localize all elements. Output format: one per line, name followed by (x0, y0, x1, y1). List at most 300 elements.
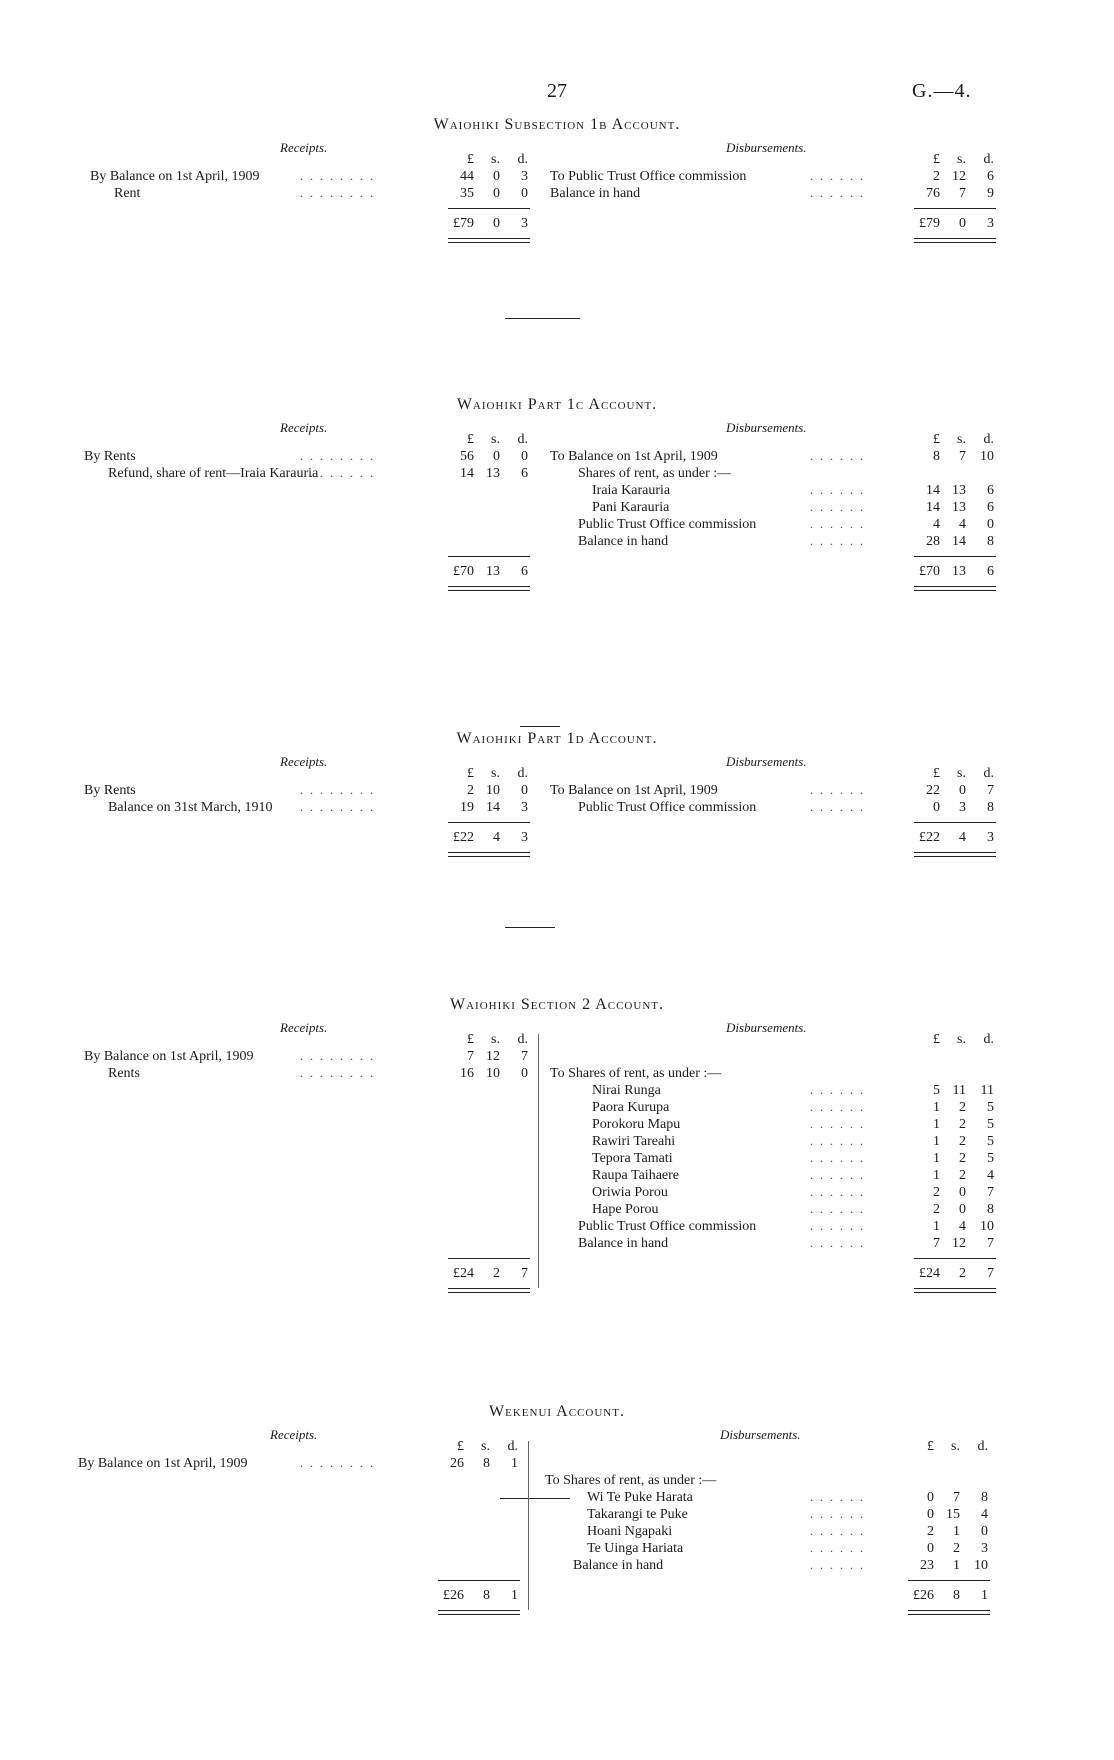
amount-shillings: 2 (953, 1541, 960, 1556)
amount-shillings: 7 (953, 1490, 960, 1505)
amount-shillings: 11 (952, 1083, 966, 1098)
receipt-label: By Balance on 1st April, 1909 (84, 1049, 254, 1064)
disbursement-amount (916, 516, 1000, 533)
amount-pence: 10 (974, 1558, 988, 1573)
receipts-total (440, 1588, 524, 1604)
amount-pounds: 23 (920, 1558, 934, 1573)
disbursement-amount (910, 1523, 994, 1540)
disbursement-amount (916, 1235, 1000, 1252)
leader-dots: . . . . . . . . (300, 800, 375, 814)
account-title: Wekenui Account. (489, 1403, 625, 1420)
amount-pence: 0 (521, 186, 528, 201)
section-separator (505, 318, 580, 319)
amount-pounds: 14 (460, 466, 474, 481)
amount-pounds: 26 (450, 1456, 464, 1471)
amount-pounds: 1 (933, 1168, 940, 1183)
leader-dots: . . . . . . (810, 483, 865, 497)
amount-shillings: 0 (493, 449, 500, 464)
amount-pounds: 0 (927, 1507, 934, 1522)
amount-pounds: 2 (467, 783, 474, 798)
disbursements-column-heading (916, 432, 1000, 448)
amount-pence: 0 (987, 517, 994, 532)
disbursement-label: Balance in hand (578, 534, 669, 549)
disbursement-label: Porokoru Mapu (592, 1117, 681, 1132)
disbursement-label: To Public Trust Office commission (550, 169, 747, 184)
receipt-label: Balance on 31st March, 1910 (108, 800, 273, 815)
amount-pounds: £79 (919, 216, 940, 231)
shilling-heading: s. (481, 1439, 490, 1454)
amount-shillings: 4 (959, 517, 966, 532)
amount-pence: 10 (980, 449, 994, 464)
disbursement-amount (916, 1218, 1000, 1235)
disbursements-total-rule (914, 1288, 996, 1293)
account-title: Waiohiki Subsection 1b Account. (433, 116, 681, 133)
amount-pounds: 0 (927, 1490, 934, 1505)
disbursement-amount (916, 1184, 1000, 1201)
disbursement-row (0, 516, 1114, 533)
column-divider (528, 1441, 529, 1610)
account-title: Waiohiki Section 2 Account. (450, 996, 664, 1013)
amount-pence: 8 (987, 800, 994, 815)
pence-heading: d. (517, 766, 528, 781)
pence-heading: d. (517, 432, 528, 447)
receipts-sum-rule (448, 1258, 530, 1259)
disbursement-label: To Balance on 1st April, 1909 (550, 449, 718, 464)
leader-dots: . . . . . . (810, 449, 865, 463)
disbursement-label: Te Uinga Hariata (587, 1541, 684, 1556)
amount-pounds: 35 (460, 186, 474, 201)
receipts-total (450, 830, 534, 846)
disbursement-label: Rawiri Tareahi (592, 1134, 676, 1149)
leader-dots: . . . . . . . . (300, 169, 375, 183)
disbursement-row (0, 1082, 1114, 1099)
disbursement-row (0, 1235, 1114, 1252)
amount-pounds: 7 (467, 1049, 474, 1064)
amount-pence: 9 (987, 186, 994, 201)
disbursements-heading: Disbursements. (726, 1020, 807, 1035)
leader-dots: . . . . . . (810, 1541, 865, 1555)
leader-dots: . . . . . . . . (300, 1066, 375, 1080)
receipt-label: By Balance on 1st April, 1909 (90, 169, 260, 184)
amount-pounds: £24 (919, 1266, 940, 1281)
amount-shillings: 0 (959, 1185, 966, 1200)
amount-pence: 0 (981, 1524, 988, 1539)
disbursement-amount (916, 1133, 1000, 1150)
leader-dots: . . . . . . (810, 500, 865, 514)
pound-heading: £ (927, 1439, 934, 1454)
pence-heading: d. (983, 432, 994, 447)
amount-pence: 1 (511, 1456, 518, 1471)
disbursement-row (0, 1201, 1114, 1218)
pence-heading: d. (517, 152, 528, 167)
leader-dots: . . . . . . (810, 1507, 865, 1521)
receipts-total-rule (448, 852, 530, 857)
pound-heading: £ (457, 1439, 464, 1454)
amount-shillings: 4 (959, 830, 966, 845)
account-title: Waiohiki Part 1d Account. (456, 730, 658, 747)
amount-shillings: 2 (959, 1100, 966, 1115)
disbursements-total (916, 216, 1000, 232)
disbursements-total (910, 1588, 994, 1604)
shilling-heading: s. (491, 152, 500, 167)
disbursement-row (0, 1065, 1114, 1082)
receipts-sum-rule (448, 556, 530, 557)
amount-shillings: 15 (946, 1507, 960, 1522)
leader-dots: . . . . . . (810, 1524, 865, 1538)
disbursement-row (0, 499, 1114, 516)
receipts-column-heading (450, 766, 534, 782)
disbursement-row (0, 448, 1114, 465)
amount-pence: 5 (987, 1100, 994, 1115)
disbursement-amount (910, 1506, 994, 1523)
receipts-total-rule (438, 1610, 520, 1615)
amount-pounds: 4 (933, 517, 940, 532)
amount-pounds: 1 (933, 1219, 940, 1234)
amount-pence: 7 (987, 1185, 994, 1200)
amount-pence: 3 (987, 216, 994, 231)
disbursement-amount (910, 1489, 994, 1506)
amount-shillings: 13 (952, 483, 966, 498)
amount-pounds: 2 (933, 1202, 940, 1217)
account-title: Waiohiki Part 1c Account. (456, 396, 658, 413)
amount-pence: 6 (987, 483, 994, 498)
amount-shillings: 2 (959, 1117, 966, 1132)
disbursement-label: Pani Karauria (592, 500, 670, 515)
pound-heading: £ (467, 152, 474, 167)
shilling-heading: s. (957, 152, 966, 167)
disbursement-row (0, 1116, 1114, 1133)
amount-pounds: 1 (933, 1134, 940, 1149)
amount-pence: 6 (521, 466, 528, 481)
amount-pence: 7 (987, 1236, 994, 1251)
amount-pounds: 28 (926, 534, 940, 549)
disbursements-heading: Disbursements. (720, 1427, 801, 1442)
disbursement-label: Oriwia Porou (592, 1185, 668, 1200)
disbursement-amount (916, 1116, 1000, 1133)
amount-shillings: 8 (953, 1588, 960, 1603)
disbursement-label: Nirai Runga (592, 1083, 661, 1098)
amount-pounds: 76 (926, 186, 940, 201)
receipts-heading: Receipts. (280, 140, 328, 155)
leader-dots: . . . . . . . . (300, 783, 375, 797)
amount-pence: 3 (521, 169, 528, 184)
disbursement-amount (910, 1472, 994, 1489)
disbursement-label: Iraia Karauria (592, 483, 671, 498)
amount-pence: 7 (987, 1266, 994, 1281)
disbursement-row (0, 1218, 1114, 1235)
disbursement-amount (916, 499, 1000, 516)
disbursement-row (0, 1506, 1114, 1523)
pence-heading: d. (983, 152, 994, 167)
shilling-heading: s. (951, 1439, 960, 1454)
amount-shillings: 14 (952, 534, 966, 549)
amount-pounds: 2 (927, 1524, 934, 1539)
pence-heading: d. (983, 1032, 994, 1047)
pound-heading: £ (933, 152, 940, 167)
receipts-heading: Receipts. (270, 1427, 318, 1442)
receipt-label: Rent (114, 186, 141, 201)
disbursement-amount (910, 1557, 994, 1574)
leader-dots: . . . . . . (810, 1168, 865, 1182)
amount-pounds: 0 (933, 800, 940, 815)
disbursement-row (0, 1150, 1114, 1167)
amount-shillings: 7 (959, 449, 966, 464)
disbursement-amount (916, 448, 1000, 465)
disbursement-row (0, 1489, 1114, 1506)
amount-pence: 3 (981, 1541, 988, 1556)
amount-pence: 5 (987, 1134, 994, 1149)
amount-pounds: 5 (933, 1083, 940, 1098)
disbursements-total-rule (914, 238, 996, 243)
disbursement-label: To Shares of rent, as under :— (550, 1066, 722, 1081)
disbursements-column-heading (910, 1439, 994, 1455)
receipts-total (450, 216, 534, 232)
amount-shillings: 1 (953, 1558, 960, 1573)
amount-pounds: 2 (933, 169, 940, 184)
amount-pounds: £26 (443, 1588, 464, 1603)
receipts-column-heading (440, 1439, 524, 1455)
leader-dots: . . . . . . . . (300, 1456, 375, 1470)
leader-dots: . . . . . . (810, 1100, 865, 1114)
receipts-total-rule (448, 586, 530, 591)
amount-pence: 8 (981, 1490, 988, 1505)
disbursement-label: Balance in hand (573, 1558, 664, 1573)
pence-heading: d. (977, 1439, 988, 1454)
amount-pounds: £24 (453, 1266, 474, 1281)
amount-pence: 0 (521, 1066, 528, 1081)
amount-pounds: 1 (933, 1151, 940, 1166)
amount-pounds: 44 (460, 169, 474, 184)
disbursements-total-rule (914, 586, 996, 591)
amount-shillings: 12 (952, 169, 966, 184)
amount-shillings: 2 (959, 1151, 966, 1166)
amount-shillings: 1 (953, 1524, 960, 1539)
disbursement-row (0, 465, 1114, 482)
receipts-column-heading (450, 1032, 534, 1048)
pound-heading: £ (933, 432, 940, 447)
amount-shillings: 2 (959, 1266, 966, 1281)
disbursement-row (0, 1557, 1114, 1574)
disbursement-row (0, 782, 1114, 799)
disbursement-label: Wi Te Puke Harata (587, 1490, 693, 1505)
leader-dots: . . . . . . (810, 1236, 865, 1250)
amount-pence: 11 (980, 1083, 994, 1098)
receipt-row (0, 1455, 540, 1472)
receipt-label: Refund, share of rent—Iraia Karauria (108, 466, 319, 481)
pound-heading: £ (467, 432, 474, 447)
disbursement-label: To Balance on 1st April, 1909 (550, 783, 718, 798)
receipt-amount (440, 1455, 524, 1472)
pound-heading: £ (933, 766, 940, 781)
leader-dots: . . . . . . (810, 186, 865, 200)
amount-shillings: 10 (486, 783, 500, 798)
amount-shillings: 0 (959, 783, 966, 798)
amount-shillings: 8 (483, 1588, 490, 1603)
leader-dots: . . . . . . (810, 1083, 865, 1097)
disbursements-sum-rule (914, 822, 996, 823)
disbursement-label: Public Trust Office commission (578, 800, 757, 815)
amount-pence: 6 (987, 169, 994, 184)
disbursement-amount (916, 1167, 1000, 1184)
receipt-label: By Balance on 1st April, 1909 (78, 1456, 248, 1471)
amount-pounds: £22 (453, 830, 474, 845)
amount-shillings: 7 (959, 186, 966, 201)
receipts-heading: Receipts. (280, 420, 328, 435)
disbursement-label: Public Trust Office commission (578, 517, 757, 532)
amount-pounds: £22 (919, 830, 940, 845)
amount-shillings: 0 (959, 1202, 966, 1217)
disbursement-row (0, 1184, 1114, 1201)
amount-shillings: 2 (959, 1134, 966, 1149)
disbursements-total-rule (908, 1610, 990, 1615)
disbursement-amount (916, 533, 1000, 550)
amount-shillings: 4 (959, 1219, 966, 1234)
disbursement-row (0, 1133, 1114, 1150)
amount-shillings: 12 (952, 1236, 966, 1251)
leader-dots: . . . . . . (810, 1117, 865, 1131)
disbursements-sum-rule (914, 1258, 996, 1259)
disbursement-label: Hoani Ngapaki (587, 1524, 673, 1539)
receipt-label: By Rents (84, 449, 136, 464)
amount-shillings: 8 (483, 1456, 490, 1471)
shilling-heading: s. (957, 766, 966, 781)
amount-pounds: 16 (460, 1066, 474, 1081)
receipts-total (450, 564, 534, 580)
amount-pence: 3 (521, 830, 528, 845)
disbursement-row (0, 1167, 1114, 1184)
amount-shillings: 12 (486, 1049, 500, 1064)
shilling-heading: s. (957, 1032, 966, 1047)
shilling-heading: s. (957, 432, 966, 447)
amount-pounds: 14 (926, 483, 940, 498)
disbursement-row (0, 1523, 1114, 1540)
amount-shillings: 2 (959, 1168, 966, 1183)
disbursements-column-heading (916, 766, 1000, 782)
amount-pounds: 1 (933, 1117, 940, 1132)
receipts-heading: Receipts. (280, 1020, 328, 1035)
amount-shillings: 0 (493, 169, 500, 184)
disbursements-heading: Disbursements. (726, 754, 807, 769)
page-number: 27 (547, 80, 567, 102)
leader-dots: . . . . . . (810, 1185, 865, 1199)
disbursements-column-heading (916, 152, 1000, 168)
page-code: G.—4. (912, 80, 972, 102)
disbursement-label: Balance in hand (550, 186, 641, 201)
amount-shillings: 10 (486, 1066, 500, 1081)
disbursement-label: Hape Porou (592, 1202, 659, 1217)
amount-pence: 7 (521, 1266, 528, 1281)
receipt-amount (450, 1048, 534, 1065)
pence-heading: d. (983, 766, 994, 781)
leader-dots: . . . . . . (810, 1558, 865, 1572)
amount-pence: 10 (980, 1219, 994, 1234)
amount-shillings: 13 (952, 500, 966, 515)
amount-shillings: 13 (486, 564, 500, 579)
receipts-sum-rule (448, 822, 530, 823)
disbursement-amount (916, 465, 1000, 482)
disbursements-column-heading (916, 1032, 1000, 1048)
disbursement-amount (916, 1150, 1000, 1167)
pence-heading: d. (507, 1439, 518, 1454)
leader-dots: . . . . . . . . (300, 186, 375, 200)
amount-pence: 1 (511, 1588, 518, 1603)
column-divider (538, 1034, 539, 1288)
disbursement-label: Public Trust Office commission (578, 1219, 757, 1234)
receipts-heading: Receipts. (280, 754, 328, 769)
disbursements-total (916, 564, 1000, 580)
disbursement-label: Paora Kurupa (592, 1100, 670, 1115)
disbursement-row (0, 799, 1114, 816)
amount-pounds: 8 (933, 449, 940, 464)
amount-pence: 5 (987, 1117, 994, 1132)
receipt-label: Rents (108, 1066, 140, 1081)
amount-pence: 5 (987, 1151, 994, 1166)
disbursements-total (916, 1266, 1000, 1282)
disbursements-heading: Disbursements. (726, 140, 807, 155)
amount-pounds: 19 (460, 800, 474, 815)
amount-pounds: 56 (460, 449, 474, 464)
disbursements-heading: Disbursements. (726, 420, 807, 435)
section-separator (520, 726, 560, 727)
amount-shillings: 2 (493, 1266, 500, 1281)
receipts-total-rule (448, 238, 530, 243)
leader-dots: . . . . . . (810, 1134, 865, 1148)
disbursement-row (0, 533, 1114, 550)
leader-dots: . . . . . . (810, 800, 865, 814)
leader-dots: . . . . . . (810, 1151, 865, 1165)
amount-pence: 8 (987, 1202, 994, 1217)
amount-shillings: 13 (486, 466, 500, 481)
leader-dots: . . . . . . (810, 1219, 865, 1233)
disbursement-label: To Shares of rent, as under :— (545, 1473, 717, 1488)
disbursements-sum-rule (914, 556, 996, 557)
disbursement-row (0, 168, 1114, 185)
pound-heading: £ (467, 766, 474, 781)
disbursement-amount (916, 185, 1000, 202)
shilling-heading: s. (491, 432, 500, 447)
amount-pence: 0 (521, 449, 528, 464)
amount-pence: 1 (981, 1588, 988, 1603)
receipt-label: By Rents (84, 783, 136, 798)
amount-pounds: 0 (927, 1541, 934, 1556)
shilling-heading: s. (491, 1032, 500, 1047)
disbursements-total (916, 830, 1000, 846)
receipt-row (0, 1048, 540, 1065)
amount-pence: 3 (987, 830, 994, 845)
leader-dots: . . . . . . . . (300, 466, 375, 480)
amount-shillings: 4 (493, 830, 500, 845)
leader-dots: . . . . . . . . (300, 1049, 375, 1063)
disbursement-amount (916, 1201, 1000, 1218)
disbursement-amount (910, 1540, 994, 1557)
amount-pounds: £70 (919, 564, 940, 579)
disbursement-label: Takarangi te Puke (587, 1507, 688, 1522)
disbursement-row (0, 1099, 1114, 1116)
amount-shillings: 13 (952, 564, 966, 579)
amount-pounds: 1 (933, 1100, 940, 1115)
amount-pounds: 7 (933, 1236, 940, 1251)
leader-dots: . . . . . . (810, 783, 865, 797)
amount-shillings: 14 (486, 800, 500, 815)
shilling-heading: s. (491, 766, 500, 781)
leader-dots: . . . . . . (810, 517, 865, 531)
amount-pence: 4 (981, 1507, 988, 1522)
pence-heading: d. (517, 1032, 528, 1047)
disbursement-amount (916, 782, 1000, 799)
disbursement-amount (916, 482, 1000, 499)
receipts-sum-rule (448, 208, 530, 209)
receipts-sum-rule (438, 1580, 520, 1581)
